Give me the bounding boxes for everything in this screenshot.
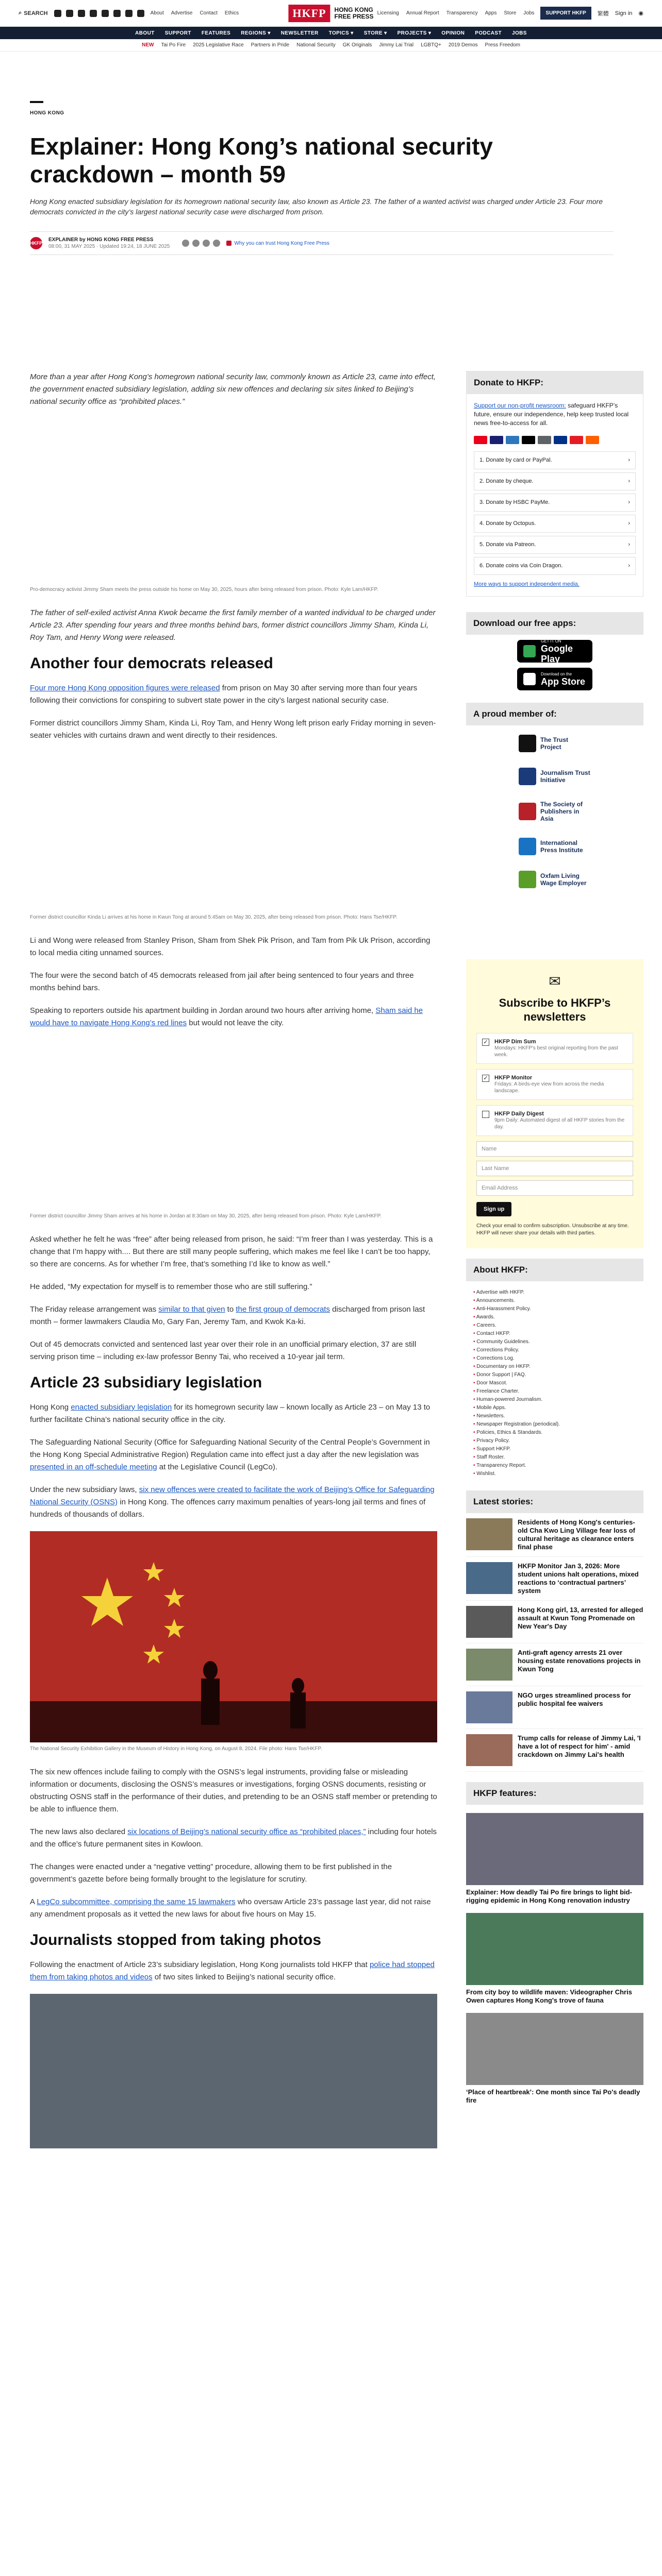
paragraph: Following the enactment of Article 23’s subsidiary legislation, Hong Kong journalists told HKFP that police had stopped them from taking photos and videos of two sites linked to Beijing’s national security office. (30, 1960, 435, 1981)
nav-item-projects[interactable]: PROJECTS ▾ (397, 30, 432, 36)
mastercard-icon (474, 436, 487, 444)
latest-story[interactable]: Anti-graft agency arrests 21 over housing estate renovations projects in Kwun Tong (466, 1643, 643, 1686)
latest-story[interactable]: Trump calls for release of Jimmy Lai, 'I have a lot of respect for him' - amid crackdown on Jimmy Lai's health (466, 1729, 643, 1772)
chevron-right-icon: › (628, 541, 630, 548)
donate-option[interactable]: 2. Donate by cheque. › (474, 472, 636, 490)
search-icon: ⌕ (19, 10, 22, 16)
about-link[interactable]: • Advertise with HKFP. (473, 1289, 636, 1297)
about-link[interactable]: • Wishlist. (473, 1470, 636, 1478)
paragraph: The Safeguarding National Security (Office for Safeguarding National Security of the Central People’s Government in the Hong Kong Special Administrative Region) Regulation came into effect just a day after the new legislation was presented in an off-schedule meeting at the Legislative Council (LegCo). (30, 1438, 430, 1471)
byline-author[interactable]: EXPLAINER by HONG KONG FREE PRESS (48, 237, 154, 243)
top-link-about[interactable]: About (150, 10, 164, 16)
payment-icons (474, 436, 636, 444)
feature-story[interactable]: From city boy to wildlife maven: Videographer Chris Owen captures Hong Kong's trove of fauna (466, 1913, 643, 2005)
paragraph: The Friday release arrangement was similar to that given to the first group of democrats discharged from prison last month – former lawmakers Claudia Mo, Gary Fan, Jeremy Tam, and Kwok Ka-ki. (30, 1305, 425, 1326)
email-icon[interactable] (125, 10, 133, 17)
user-icon[interactable]: ◉ (638, 10, 643, 16)
rss-icon[interactable] (137, 10, 144, 17)
subnav-item[interactable]: LGBTQ+ (421, 42, 441, 48)
ipi-icon (519, 838, 536, 855)
article-image-exhibition (30, 1531, 437, 1742)
newsletter-option-dim-sum[interactable]: ✓ HKFP Dim Sum Mondays: HKFP's best original reporting from the past week. (476, 1033, 633, 1064)
share-x-icon[interactable] (192, 240, 200, 247)
about-widget (466, 1259, 643, 1485)
main-nav (0, 27, 662, 39)
newsletter-widget (466, 959, 643, 1248)
story-thumbnail (466, 1606, 512, 1638)
about-link[interactable]: • Privacy Policy. (473, 1437, 636, 1445)
about-link[interactable]: • Corrections Policy. (473, 1346, 636, 1354)
about-title: About HKFP: (466, 1259, 643, 1281)
paragraph: Li and Wong were released from Stanley Prison, Sham from Shek Pik Prison, and Tam from Pik Uk Prison, according to local media citing unnamed sources. (30, 936, 431, 957)
author-avatar: HKFP (30, 237, 42, 249)
top-link-transparency[interactable]: Transparency (446, 10, 478, 16)
about-link[interactable]: • Door Mascot. (473, 1379, 636, 1387)
about-link[interactable]: • Careers. (473, 1321, 636, 1330)
top-bar-right (377, 7, 643, 20)
paragraph: More than a year after Hong Kong’s homegrown national security law, commonly known as Article 23, came into effect, the government enacted subsidiary legislation, adding six new offences and declaring six sites linked to Beijing’s national security office as “prohibited places.” (30, 372, 436, 406)
donate-option[interactable]: 5. Donate via Patreon. › (474, 536, 636, 554)
latest-story[interactable]: NGO urges streamlined process for public hospital fee waivers (466, 1686, 643, 1729)
donate-link[interactable]: Support our non-profit newsroom: (474, 402, 566, 409)
top-link-annual-report[interactable]: Annual Report (406, 10, 439, 16)
top-links-right (377, 10, 535, 16)
nav-item-jobs[interactable]: JOBS (512, 30, 527, 36)
nav-item-support[interactable]: SUPPORT (164, 30, 191, 36)
latest-story[interactable]: Residents of Hong Kong's centuries-old Cha Kwo Ling Village fear loss of cultural heritage as clearance enters final phase (466, 1513, 643, 1557)
about-link[interactable]: • Community Guidelines. (473, 1338, 636, 1346)
paragraph: The changes were enacted under a “negative vetting” procedure, allowing them to be first published in the government’s gazette before being formally brought to the legislature for scrutiny. (30, 1862, 392, 1884)
share-whatsapp-icon[interactable] (203, 240, 210, 247)
inline-link[interactable]: Sham said he would have to navigate Hong Kong’s red lines (30, 1006, 423, 1027)
paragraph: The six new offences include failing to comply with the OSNS’s legal instruments, providing false or misleading information or documents, disclosing the OSNS’s measures or investigations, forging OSNS documents, resisting or obstructing OSNS staff in the performance of their duties, and pretending to be an OSNS staff member or pretending to be able to influence them. (30, 1768, 437, 1814)
member-logo[interactable]: International Press Institute (519, 838, 591, 855)
donate-option[interactable]: 3. Donate by HSBC PayMe. › (474, 494, 636, 512)
google-play-icon (523, 645, 536, 657)
donate-widget (466, 371, 643, 597)
chevron-right-icon: › (628, 499, 630, 505)
share-icons (182, 240, 220, 247)
article-image (30, 1040, 437, 1210)
latest-widget (466, 1490, 643, 1772)
article-image (30, 418, 437, 583)
site-logo[interactable] (288, 5, 373, 22)
article-image-journalists (30, 1994, 437, 2148)
logo-mark: HKFP (288, 5, 330, 22)
discover-icon (586, 436, 599, 444)
byline-bar (30, 231, 614, 255)
search-button[interactable]: ⌕ SEARCH (19, 10, 48, 16)
donate-text: Support our non-profit newsroom: safeguard HKFP’s future, ensure our independence, help keep trusted local news free-to-access for all. (474, 402, 629, 427)
member-logo[interactable]: Oxfam Living Wage Employer (519, 871, 591, 888)
facebook-icon[interactable] (54, 10, 61, 17)
image-caption: Former district councillor Jimmy Sham arrives at his home in Jordan at 8:30am on May 30, 2025, after being released from prison. Photo: Kyle Lam/HKFP. (30, 1213, 382, 1219)
article-kicker[interactable]: HONG KONG (30, 110, 64, 116)
nav-item-store[interactable]: STORE ▾ (363, 30, 387, 36)
inline-link[interactable]: LegCo subcommittee, comprising the same 15 lawmakers (37, 1897, 236, 1906)
inline-link[interactable]: presented in an off-schedule meeting (30, 1463, 157, 1471)
nav-item-podcast[interactable]: PODCAST (475, 30, 502, 36)
nav-item-newsletter[interactable]: NEWSLETTER (280, 30, 319, 36)
envelope-icon: ✉ (549, 973, 561, 989)
share-email-icon[interactable] (213, 240, 220, 247)
donate-body (467, 394, 643, 596)
paragraph: A LegCo subcommittee, comprising the same 15 lawmakers who oversaw Article 23’s passage last year, did not raise any amendment proposals as it vetted the new laws for about five hours on May 15. (30, 1897, 431, 1919)
top-link-ethics[interactable]: Ethics (224, 10, 239, 16)
donate-option[interactable]: 4. Donate by Octopus. › (474, 515, 636, 533)
sub-nav (0, 39, 662, 52)
kicker-rule (30, 101, 43, 103)
article-standfirst: Hong Kong enacted subsidiary legislation for its homegrown national security law, also known as Article 23. The father of a wanted activist was charged under Article 23. Four more democrats convicted in the city’s largest national security case were discharged from prison. (30, 197, 603, 216)
member-list (466, 725, 643, 897)
subnav-item[interactable]: 2025 Legislative Race (193, 42, 244, 48)
newsletter-note: Check your email to confirm subscription. Unsubscribe at any time. HKFP will never share your details with third parties. (476, 1223, 629, 1236)
checkbox-checked[interactable]: ✓ (482, 1075, 489, 1082)
image-caption: The National Security Exhibition Gallery in the Museum of History in Hong Kong, on August 8, 2024. File photo: Hans Tse/HKFP. (30, 1746, 322, 1752)
inline-link[interactable]: the first group of democrats (236, 1305, 330, 1314)
top-bar (0, 0, 662, 27)
paypal-icon (554, 436, 567, 444)
trust-icon (226, 241, 231, 246)
subnav-item[interactable]: Jimmy Lai Trial (379, 42, 414, 48)
inline-link[interactable]: six locations of Beijing’s national security office as “prohibited places,” (127, 1827, 366, 1836)
donate-option[interactable]: 1. Donate by card or PayPal. › (474, 451, 636, 469)
image-caption: Pro-democracy activist Jimmy Sham meets the press outside his home on May 30, 2025, hours after being released from prison. Photo: Kyle Lam/HKFP. (30, 587, 378, 592)
member-title: A proud member of: (466, 703, 643, 725)
inline-link[interactable]: Four more Hong Kong opposition figures were released (30, 684, 220, 692)
top-link-advertise[interactable]: Advertise (171, 10, 193, 16)
top-link-jobs[interactable]: Jobs (523, 10, 535, 16)
about-link[interactable]: • Mobile Apps. (473, 1404, 636, 1412)
paragraph: Former district councillors Jimmy Sham, Kinda Li, Roy Tam, and Henry Wong left prison early Friday morning in seven-seater vehicles with curtains drawn and went directly to their residences. (30, 719, 436, 740)
newsletter-title: Subscribe to HKFP’s newsletters (499, 996, 611, 1023)
chevron-right-icon: › (628, 520, 630, 527)
about-link[interactable]: • Anti-Harassment Policy. (473, 1305, 636, 1313)
nav-item-regions[interactable]: REGIONS ▾ (241, 30, 271, 36)
sidebar (466, 371, 643, 2148)
donate-option[interactable]: 6. Donate coins via Coin Dragon. › (474, 557, 636, 575)
article-header (0, 52, 614, 255)
member-logo[interactable]: The Society of Publishers in Asia (519, 801, 591, 822)
newsletter-option-digest[interactable]: HKFP Daily Digest 9pm Daily: Automated digest of all HKFP stories from the day. (476, 1105, 633, 1136)
jti-icon (519, 768, 536, 785)
subnav-item[interactable]: Tai Po Fire (161, 42, 186, 48)
checkbox-checked[interactable]: ✓ (482, 1039, 489, 1046)
subnav-item[interactable]: GK Originals (342, 42, 372, 48)
youtube-icon[interactable] (90, 10, 97, 17)
app-store-badge[interactable]: Download on the App Store (517, 668, 592, 690)
paragraph: The father of self-exiled activist Anna Kwok became the first family member of a wanted individual to be charged under Article 23. After spending four years and three months behind bars, former district councillors Jimmy Sham, Kinda Li, Roy Tam, and Henry Wong were released. (30, 608, 436, 642)
about-link[interactable]: • Newsletters. (473, 1412, 636, 1420)
paragraph: Four more Hong Kong opposition figures were released from prison on May 30 after serving more than four years following their convictions for conspiring to subvert state power in the city’s largest national security case. (30, 684, 418, 705)
apple-pay-icon (522, 436, 535, 444)
threads-icon[interactable] (102, 10, 109, 17)
nav-item-features[interactable]: FEATURES (201, 30, 231, 36)
email-field[interactable]: Email Address (476, 1180, 633, 1196)
features-title: HKFP features: (466, 1782, 643, 1805)
article-image (30, 752, 437, 911)
latest-story[interactable]: HKFP Monitor Jan 3, 2026: More student unions halt operations, mixed reactions to ‘contractual partners’ system (466, 1557, 643, 1601)
about-link[interactable]: • Freelance Charter. (473, 1387, 636, 1396)
inline-link[interactable]: six new offences were created to facilitate the work of Beijing’s Office for Safeguarding National Security (OSNS) (30, 1485, 435, 1506)
nav-item-opinion[interactable]: OPINION (441, 30, 465, 36)
exhibition-photo (30, 1531, 437, 1742)
paragraph: Under the new subsidiary laws, six new offences were created to facilitate the work of Beijing’s Office for Safeguarding National Security (OSNS) in Hong Kong. The offences carry maximum penalties of years-long jail terms and fines of hundreds of thousands of dollars. (30, 1485, 435, 1519)
nav-item-about[interactable]: ABOUT (135, 30, 155, 36)
article-body (30, 371, 437, 2148)
article-title: Explainer: Hong Kong’s national security crackdown – month 59 (30, 133, 493, 188)
inline-link[interactable]: enacted subsidiary legislation (71, 1403, 172, 1412)
latest-title: Latest stories: (466, 1490, 643, 1513)
chevron-right-icon: › (628, 457, 630, 463)
top-link-store[interactable]: Store (504, 10, 517, 16)
about-list (466, 1281, 643, 1485)
features-widget (466, 1782, 643, 2105)
about-link[interactable]: • Documentary on HKFP. (473, 1363, 636, 1371)
story-thumbnail (466, 1562, 512, 1594)
support-hkfp-button[interactable]: SUPPORT HKFP (540, 7, 591, 20)
more-ways-link[interactable]: More ways to support independent media. (474, 581, 580, 587)
about-link[interactable]: • Contact HKFP. (473, 1330, 636, 1338)
trust-project-icon (519, 735, 536, 752)
member-widget (466, 703, 643, 897)
language-toggle[interactable]: 繁體 (597, 10, 609, 17)
visa-icon (490, 436, 503, 444)
about-link[interactable]: • Staff Roster. (473, 1453, 636, 1462)
section-heading: Article 23 subsidiary legislation (30, 1374, 262, 1391)
paragraph: Out of 45 democrats convicted and sentenced last year over their role in an unofficial primary election, 37 are still serving prison time – including ex-law professor Benny Tai, who received a 10-year jail term. (30, 1340, 417, 1361)
google-pay-icon (538, 436, 551, 444)
article-layout (30, 371, 643, 2148)
subnav-item[interactable]: Partners in Pride (251, 42, 290, 48)
feature-story[interactable]: ‘Place of heartbreak’: One month since Tai Po's deadly fire (466, 2013, 643, 2105)
about-link[interactable]: • Corrections Log. (473, 1354, 636, 1363)
last-name-field[interactable]: Last Name (476, 1161, 633, 1176)
subnav-item[interactable]: Press Freedom (485, 42, 520, 48)
about-link[interactable]: • Human-powered Journalism. (473, 1396, 636, 1404)
inline-link[interactable]: police had stopped them from taking photos and videos (30, 1960, 435, 1981)
apple-icon (523, 673, 536, 685)
about-link[interactable]: • Support HKFP. (473, 1445, 636, 1453)
logo-text: HONG KONG FREE PRESS (334, 6, 374, 20)
section-heading: Another four democrats released (30, 655, 273, 672)
member-logo[interactable]: Journalism Trust Initiative (519, 768, 591, 785)
donate-title: Donate to HKFP: (467, 371, 643, 394)
chevron-right-icon: › (628, 563, 630, 569)
paragraph: The four were the second batch of 45 democrats released from jail after being sentenced to four years and three months behind bars. (30, 971, 414, 992)
new-badge: NEW (142, 42, 154, 48)
member-logo[interactable]: The Trust Project (519, 735, 591, 752)
oxfam-icon (519, 871, 536, 888)
about-link[interactable]: • Transparency Report. (473, 1462, 636, 1470)
paragraph: The new laws also declared six locations of Beijing’s national security office as “prohibited places,” including four hotels and the office’s future permanent sites in Kowloon. (30, 1827, 437, 1849)
section-heading: Journalists stopped from taking photos (30, 1931, 322, 1948)
inline-link[interactable]: similar to that given (158, 1305, 225, 1314)
feature-image (466, 2013, 643, 2085)
google-play-badge[interactable]: GET IT ON Google Play (517, 640, 592, 663)
top-link-apps[interactable]: Apps (485, 10, 497, 16)
story-thumbnail (466, 1649, 512, 1681)
byline (48, 237, 170, 249)
checkbox[interactable] (482, 1111, 489, 1118)
chevron-right-icon: › (628, 478, 630, 484)
sopa-icon (519, 803, 536, 820)
sign-in-link[interactable]: Sign in (615, 10, 633, 16)
top-link-contact[interactable]: Contact (200, 10, 218, 16)
paragraph: Hong Kong enacted subsidiary legislation for its homegrown security law – known locally as Article 23 – on May 13 to further facilitate China’s national security office in the city. (30, 1403, 431, 1424)
subnav-item[interactable]: 2019 Demos (448, 42, 478, 48)
about-link[interactable]: • Announcements. (473, 1297, 636, 1305)
feature-image (466, 1813, 643, 1885)
paragraph: He added, “My expectation for myself is to remember those who are still suffering.” (30, 1282, 312, 1291)
about-link[interactable]: • Policies, Ethics & Standards. (473, 1429, 636, 1437)
about-link[interactable]: • Donor Support | FAQ. (473, 1371, 636, 1379)
image-caption: Former district councillor Kinda Li arrives at his home in Kwun Tong at around 5:45am on May 30, 2025, after being released from prison. Photo: Hans Tse/HKFP. (30, 914, 398, 920)
nav-item-topics[interactable]: TOPICS ▾ (328, 30, 354, 36)
story-thumbnail (466, 1518, 512, 1550)
feature-image (466, 1913, 643, 1985)
about-link[interactable]: • Awards. (473, 1313, 636, 1321)
share-facebook-icon[interactable] (182, 240, 189, 247)
paragraph: Speaking to reporters outside his apartment building in Jordan around two hours after arriving home, Sham said he would have to navigate Hong Kong’s red lines but would not leave the city. (30, 1006, 423, 1027)
subnav-item[interactable]: National Security (296, 42, 336, 48)
feature-story[interactable]: Explainer: How deadly Tai Po fire brings to light bid-rigging epidemic in Hong Kong renovation industry (466, 1813, 643, 1905)
story-thumbnail (466, 1691, 512, 1723)
unionpay-icon (570, 436, 583, 444)
name-field[interactable]: Name (476, 1141, 633, 1157)
latest-story[interactable]: Hong Kong girl, 13, arrested for alleged assault at Kwun Tong Promenade on New Year's Day (466, 1601, 643, 1643)
newsletter-option-monitor[interactable]: ✓ HKFP Monitor Fridays: A birds-eye view from across the media landscape. (476, 1069, 633, 1100)
x-icon[interactable] (66, 10, 73, 17)
byline-dates: 08:00, 31 MAY 2025 · Updated 19:24, 18 JUNE 2025 (48, 244, 170, 249)
amex-icon (506, 436, 519, 444)
telegram-icon[interactable] (113, 10, 121, 17)
social-icons (54, 10, 144, 17)
about-link[interactable]: • Newspaper Registration (periodical). (473, 1420, 636, 1429)
apps-widget (466, 612, 643, 690)
paragraph: Asked whether he felt he was “free” after being released from prison, he said: “I’m freer than I was yesterday. This is a change that I’m happy with.... But there are still many people suffering, which makes me feel like I can’t be too happy, so there are concerns. As for whether I’m free, that’s something I’d like to know as well.” (30, 1235, 433, 1268)
sign-up-button[interactable]: Sign up (476, 1202, 511, 1216)
instagram-icon[interactable] (78, 10, 85, 17)
story-thumbnail (466, 1734, 512, 1766)
apps-title: Download our free apps: (466, 612, 643, 635)
trust-link[interactable]: Why you can trust Hong Kong Free Press (226, 241, 329, 246)
top-links (151, 10, 239, 16)
top-link-licensing[interactable]: Licensing (377, 10, 399, 16)
top-bar-left (19, 10, 239, 17)
